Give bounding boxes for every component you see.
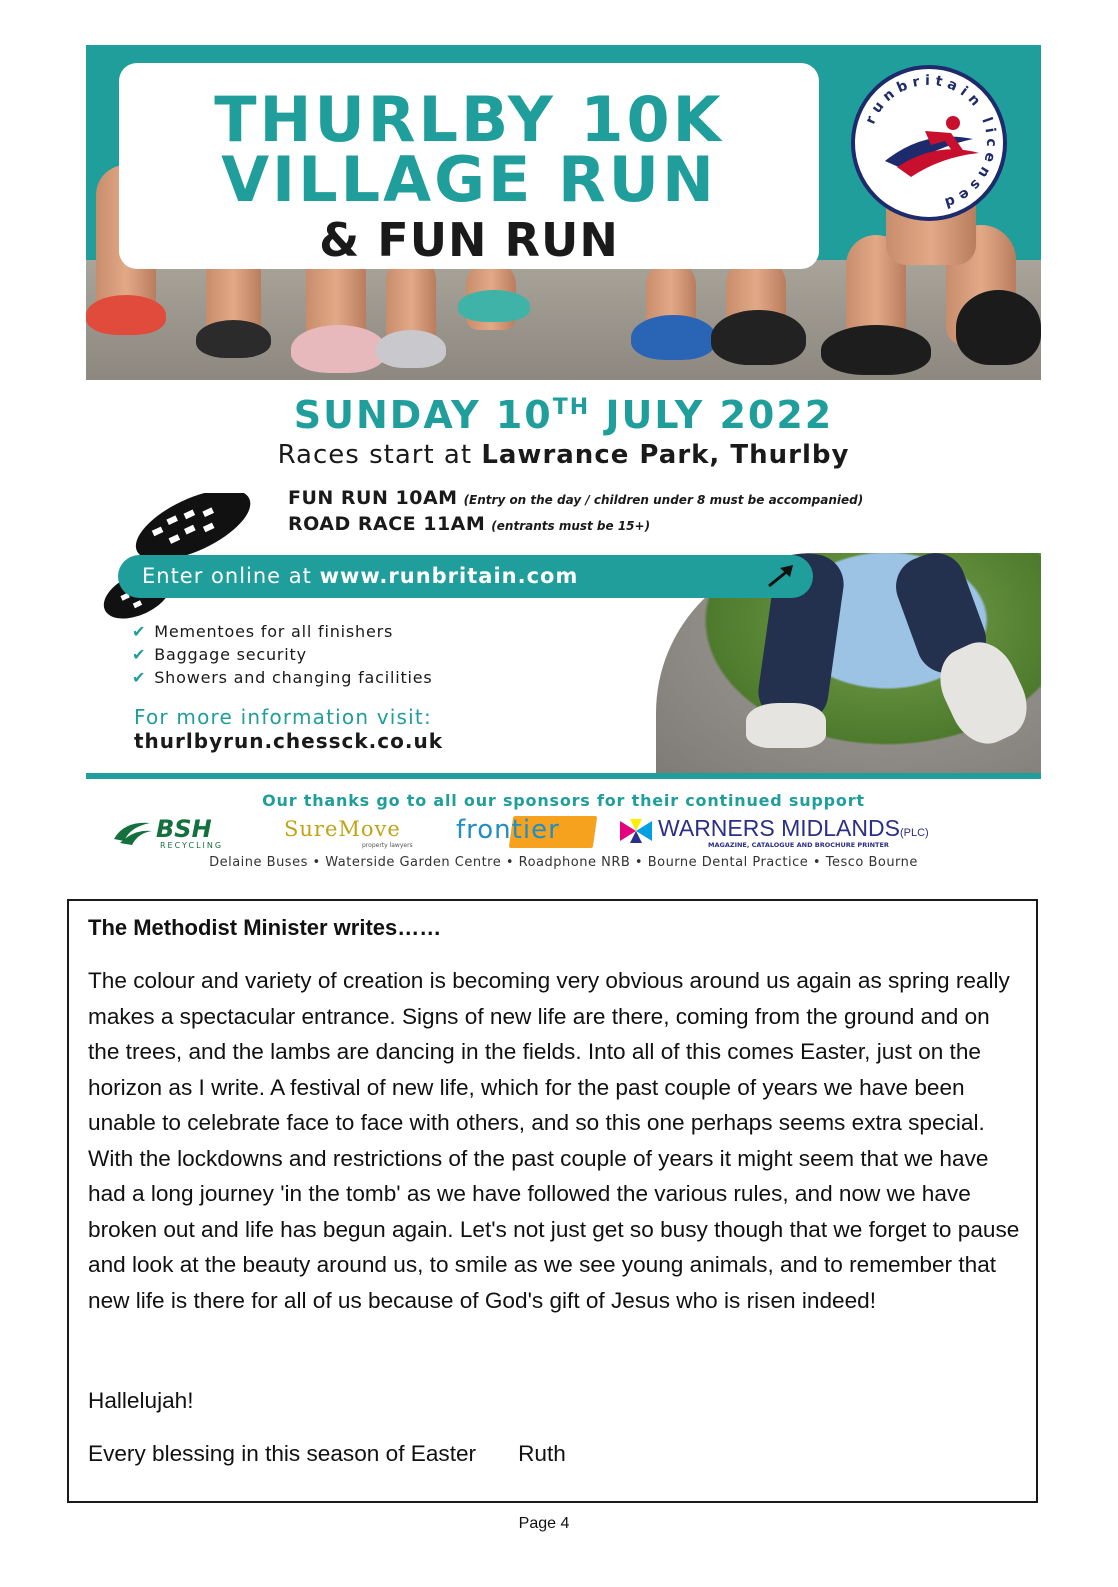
article-sign-off: Every blessing in this season of Easter Ruth — [88, 1441, 566, 1466]
article-body: The colour and variety of creation is becoming very obvious around us again as spring really makes a spectacular entrance. Signs of new life are there, coming from the ground and on the trees, and the lambs are dancing in the fields. Into all of this comes Easter, just on the horizon as I write. A festival of new life, which for the past couple of years we have been unable to celebrate face to face with others, and so this one perhaps seems extra special. With the lockdowns and restrictions of the past couple of years it might seem that we have had a long journey 'in the tomb' as we have followed the various rules, and now we have broken out and life has begun again. Let's not just get so busy though that we forget to pause and look at the beauty around us, to smile as we see young animals, and to remember that new life is there for all of us because of God's gift of Jesus who is risen indeed! — [88, 968, 1020, 1313]
article-title: The Methodist Minister writes…… — [88, 915, 442, 940]
start-location: Races start at Lawrance Park, Thurlby — [277, 440, 850, 470]
event-poster — [86, 45, 1041, 885]
enter-online-label: Enter online at — [142, 564, 320, 588]
warners-midlands-logo: WARNERS MIDLANDS(PLC) MAGAZINE, CATALOGUE AND BROCHURE PRINTER — [618, 815, 1028, 853]
sponsor-thanks: Our thanks go to all our sponsors for their continued support — [262, 791, 865, 810]
checkmark-icon: ✔ — [132, 622, 147, 641]
checkmark-icon: ✔ — [132, 668, 147, 687]
feature-item: ✔ Baggage security — [132, 645, 307, 664]
feature-list — [132, 622, 433, 691]
warners-butterfly-icon — [618, 819, 654, 843]
feature-item: ✔ Showers and changing facilities — [132, 668, 433, 687]
minister-article — [67, 899, 1038, 1503]
title-box — [119, 63, 819, 269]
enter-online-banner[interactable] — [118, 555, 813, 598]
event-title-line1: THURLBY 10K — [214, 83, 724, 156]
event-title-line2: VILLAGE RUN — [221, 143, 717, 216]
arrow-up-right-icon — [766, 563, 796, 589]
fun-run-time: FUN RUN 10AM (Entry on the day / children under 8 must be accompanied) — [288, 487, 864, 509]
article-exclamation: Hallelujah! — [88, 1388, 194, 1413]
more-info-label: For more information visit: — [134, 705, 432, 729]
bsh-swoosh-icon — [110, 819, 154, 845]
runbritain-link[interactable]: www.runbritain.com — [319, 564, 579, 588]
feature-item: ✔ Mementoes for all finishers — [132, 622, 394, 641]
event-title-line3: & FUN RUN — [319, 213, 619, 267]
road-race-time: ROAD RACE 11AM (entrants must be 15+) — [288, 513, 651, 535]
author-name: Ruth — [518, 1441, 566, 1466]
sponsor-logos — [108, 815, 1028, 853]
more-info-link[interactable]: thurlbyrun.chessck.co.uk — [134, 729, 443, 753]
checkmark-icon: ✔ — [132, 645, 147, 664]
bsh-recycling-logo: BSH RECYCLING — [108, 815, 268, 853]
frontier-logo: frontier — [456, 815, 596, 853]
event-date: SUNDAY 10TH JULY 2022 — [293, 393, 834, 437]
svg-text:runbritain licensed: runbritain licensed — [862, 72, 1000, 213]
page-number: Page 4 — [518, 1515, 570, 1532]
poster-hero-image — [86, 45, 1041, 380]
divider — [86, 773, 1041, 779]
suremove-logo: SureMove property lawyers — [284, 817, 413, 849]
runbritain-licensed-badge — [851, 65, 1007, 221]
runbritain-logo-icon — [855, 69, 1003, 217]
sponsor-names: Delaine Buses • Waterside Garden Centre • Roadphone NRB • Bourne Dental Practice • Tesco Bourne — [209, 855, 918, 870]
